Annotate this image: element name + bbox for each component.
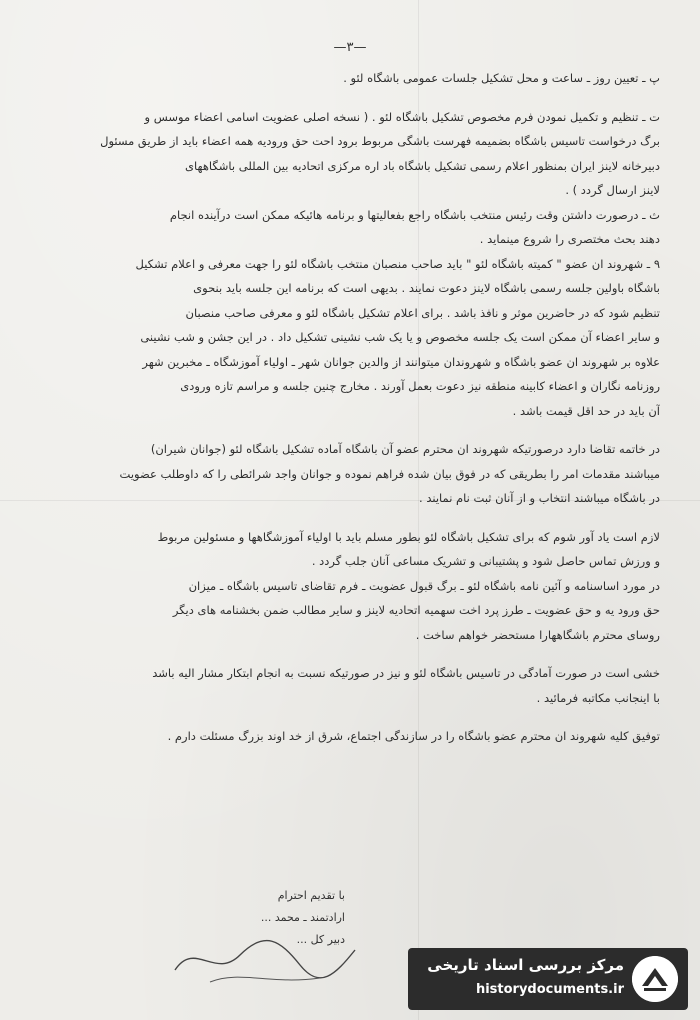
archive-logo-icon (632, 956, 678, 1002)
paragraph-gap (60, 91, 660, 105)
closing-sender: ارادتمند ـ محمد ... (260, 911, 345, 924)
watermark-title: مرکز بررسی اسناد تاریخی (427, 956, 624, 974)
text-line: توفیق کلیه شهروند ان محترم عضو باشگاه را در سازندگی اجتماع، شرق از خد اوند بزرگ مسئلت دارم . (167, 729, 660, 743)
text-line: خشی است در صورت آمادگی در تاسیس باشگاه لئو و نیز در صورتیکه نسبت به انجام ابتکار مشار الیه باشد (152, 666, 660, 680)
text-line: ۹ ـ شهروند ان عضو " کمیته باشگاه لئو " باید صاحب منصبان منتخب باشگاه لئو را جهت معرفی و اعلام تشکیل (135, 256, 660, 271)
paragraph-gap (60, 511, 660, 525)
text-line: در مورد اساسنامه و آئین نامه باشگاه لئو ـ برگ قبول عضویت ـ فرم تقاضای تاسیس باشگاه ـ میزان (188, 578, 660, 593)
text-line: دهند بحث مختصری را شروع مینماید . (479, 232, 660, 246)
text-line: روسای محترم باشگاههارا مستحضر خواهم ساخت . (415, 627, 660, 642)
text-line: لاینز ارسال گردد ) . (565, 183, 660, 197)
paragraph-gap (60, 647, 660, 661)
paragraph (60, 203, 660, 252)
text-line: پ ـ تعیین روز ـ ساعت و محل تشکیل جلسات عمومی باشگاه لئو . (343, 71, 660, 85)
text-line: برگ درخواست تاسیس باشگاه بضمیمه فهرست باشگی مربوط برود احت حق ورودیه همه اعضاء باید از طریق مسئول (100, 134, 660, 148)
paragraph (60, 252, 660, 424)
text-line: میباشند مقدمات امر را بطریقی که در فوق بیان شده فراهم نموده و جوانان واجد شرائطی را که داوطلب عضویت (119, 466, 660, 481)
closing-salutation: با تقدیم احترام (277, 889, 345, 902)
text-line: آن باید در حد اقل قیمت باشد . (512, 403, 660, 418)
text-line: روزنامه نگاران و اعضاء کابینه منطقه نیز دعوت بعمل آورند . مخارج چنین جلسه و مراسم تازه ورودی (180, 379, 660, 393)
watermark-site: historydocuments.ir (475, 982, 624, 997)
text-line: باشگاه باولین جلسه رسمی باشگاه لاینز دعوت نمایند . بدیهی است که برنامه این جلسه باید بنحوی (193, 281, 660, 295)
text-line: با اینجانب مکاتبه فرمائید . (536, 690, 660, 705)
handwritten-signature (170, 920, 360, 990)
archive-watermark (408, 948, 688, 1010)
paragraph-gap (60, 423, 660, 437)
text-line: و سایر اعضاء آن ممکن است یک جلسه مخصوص و یا یک شب نشینی تشکیل داد . در این جشن و شب نشینی (140, 330, 660, 344)
text-line: تنظیم شود که در حاضرین موثر و نافذ باشد . برای اعلام تشکیل باشگاه لئو و معرفی صاحب منصبان (185, 305, 660, 320)
text-line: ث ـ درصورت داشتن وقت رئیس منتخب باشگاه راجع بفعالیتها و برنامه هائیکه ممکن است درآینده انجام (169, 207, 660, 222)
letter-body (60, 66, 660, 749)
paragraph (60, 724, 660, 749)
paragraph (60, 525, 660, 648)
text-line: دبیرخانه لاینز ایران بمنظور اعلام رسمی تشکیل باشگاه باد اره مرکزی اتحادیه بین المللی باشگاههای (185, 158, 660, 173)
text-line: علاوه بر شهروند ان عضو باشگاه و شهروندان میتوانند از والدین جوانان شهر ـ اولیاء آموزشگاه ـ مخبرین شهر (142, 354, 660, 369)
paragraph (60, 105, 660, 203)
text-line: در خاتمه تقاضا دارد درصورتیکه شهروند ان محترم عضو آن باشگاه آماده تشکیل باشگاه لئو (جوانان شیران) (150, 442, 660, 456)
text-line: لازم است یاد آور شوم که برای تشکیل باشگاه لئو بطور مسلم باید با اولیاء آموزشگاهها و مسئولین مربوط (157, 529, 660, 544)
paragraph (60, 661, 660, 710)
text-line: در باشگاه میباشند انتخاب و از آنان ثبت نام نمایند . (419, 491, 660, 505)
text-line: و ورزش تماس حاصل شود و پشتیبانی و تشریک مساعی آنان جلب گردد . (311, 554, 660, 568)
text-line: ت ـ تنظیم و تکمیل نمودن فرم مخصوص تشکیل باشگاه لئو . ( نسخه اصلی عضویت اسامی اعضاء موسس و (144, 109, 660, 124)
closing-title: دبیر کل ... (296, 933, 345, 946)
text-line: حق ورود یه و حق عضویت ـ طرز پرد اخت سهمیه اتحادیه لاینز و سایر مطالب ضمن بخشنامه های دیگر (172, 603, 660, 617)
paragraph-gap (60, 710, 660, 724)
page-number: —۳— (333, 40, 367, 55)
paragraph (60, 437, 660, 511)
paragraph (60, 66, 660, 91)
